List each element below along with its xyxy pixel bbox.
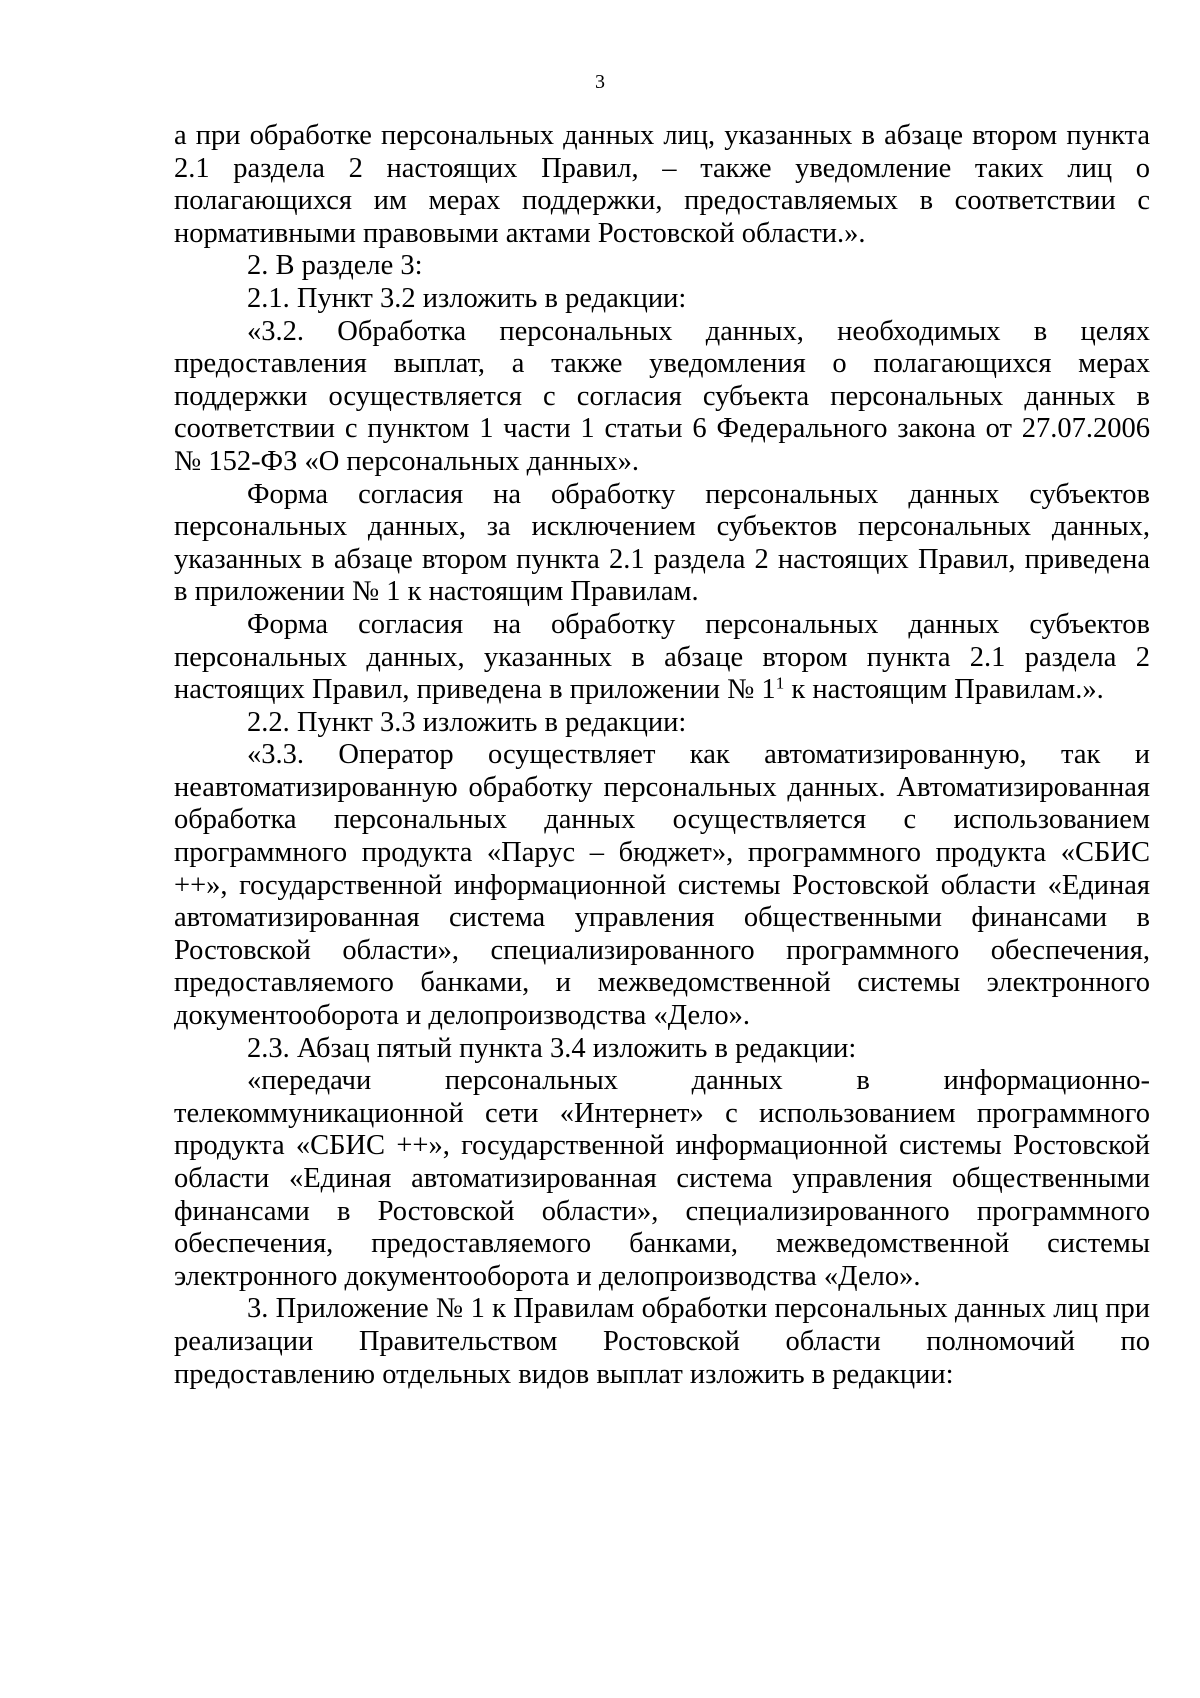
paragraph-6-text-before: Форма согласия на обработку персональных данных субъектов персональных данных, указанных в абзаце втором пункта 2.1 раздела 2 настоящих Правил, приведена в приложении № 1 — [174, 608, 1150, 706]
page-number: 3 — [595, 71, 605, 93]
paragraph-6 — [174, 609, 1150, 707]
paragraph-2: 2. В разделе 3: — [247, 250, 423, 282]
paragraph-10: «передачи персональных данных в информационно-телекоммуникационной сети «Интернет» с использованием программного продукта «СБИС ++», государственной информационной системы Ростовской области «Единая автоматизированная система управления общественными финансами в Ростовской области», специализированного программного обеспечения, предоставляемого банками, межведомственной системы электронного документооборота и делопроизводства «Дело». — [174, 1065, 1150, 1292]
paragraph-5: Форма согласия на обработку персональных данных субъектов персональных данных, за исключением субъектов персональных данных, указанных в абзаце втором пункта 2.1 раздела 2 настоящих Правил, приведена в приложении № 1 к настоящим Правилам. — [174, 478, 1150, 608]
paragraph-4: «3.2. Обработка персональных данных, необходимых в целях предоставления выплат, а также уведомления о полагающихся мерах поддержки осуществляется с согласия субъекта персональных данных в соответствии с пунктом 1 части 1 статьи 6 Федерального закона от 27.07.2006 № 152-ФЗ «О персональных данных». — [174, 315, 1150, 477]
paragraph-11: 3. Приложение № 1 к Правилам обработки персональных данных лиц при реализации Правительством Ростовской области полномочий по предоставлению отдельных видов выплат изложить в редакции: — [174, 1293, 1150, 1390]
paragraph-7: 2.2. Пункт 3.3 изложить в редакции: — [247, 706, 687, 738]
paragraph-6-text-after: к настоящим Правилам.». — [784, 674, 1104, 706]
document-body — [174, 120, 1150, 1391]
paragraph-6-superscript: 1 — [775, 673, 785, 693]
paragraph-1: а при обработке персональных данных лиц, указанных в абзаце втором пункта 2.1 раздела 2 настоящих Правил, – также уведомление таких лиц о полагающихся им мерах поддержки, предоставляемых в соответствии с нормативными правовыми актами Ростовской области.». — [174, 120, 1150, 249]
paragraph-3: 2.1. Пункт 3.2 изложить в редакции: — [247, 282, 687, 314]
paragraph-9: 2.3. Абзац пятый пункта 3.4 изложить в редакции: — [247, 1032, 857, 1064]
paragraph-8: «3.3. Оператор осуществляет как автоматизированную, так и неавтоматизированную обработку персональных данных. Автоматизированная обработка персональных данных осуществляется с использованием программного продукта «Парус – бюджет», программного продукта «СБИС ++», государственной информационной системы Ростовской области «Единая автоматизированная система управления общественными финансами в Ростовской области», специализированного программного обеспечения, предоставляемого банками, и межведомственной системы электронного документооборота и делопроизводства «Дело». — [174, 739, 1150, 1032]
